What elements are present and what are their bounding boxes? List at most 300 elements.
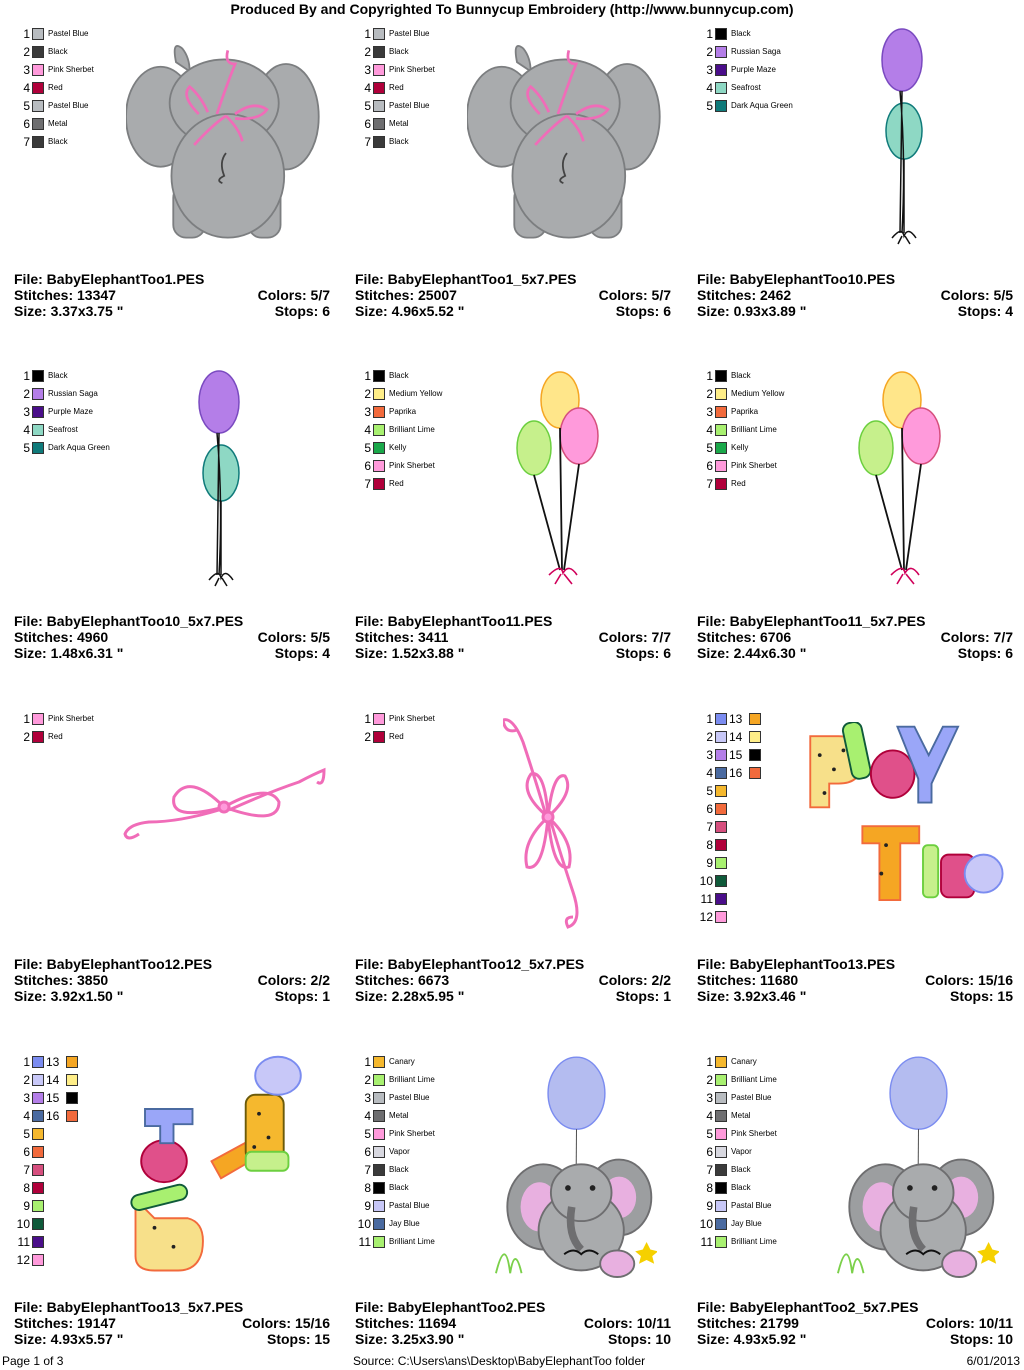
thread-name: Pink Sherbet xyxy=(731,461,777,470)
legend-number: 4 xyxy=(706,81,713,95)
legend-number: 3 xyxy=(706,748,713,762)
size-row xyxy=(697,303,1013,319)
color-swatch xyxy=(715,1056,727,1068)
color-swatch xyxy=(373,1182,385,1194)
color-swatch xyxy=(373,731,385,743)
design-preview xyxy=(189,369,249,591)
stop-count: Stops: 10 xyxy=(949,1331,1013,1347)
legend-row xyxy=(700,892,805,910)
stitches-row xyxy=(355,972,671,988)
size-row xyxy=(14,988,330,1004)
legend-number: 7 xyxy=(23,1163,30,1177)
color-swatch xyxy=(715,478,727,490)
legend-number: 9 xyxy=(706,1199,713,1213)
design-size: Size: 3.25x3.90 " xyxy=(355,1331,465,1347)
design-card xyxy=(355,1055,685,1355)
color-swatch xyxy=(373,100,385,112)
stitch-count: Stitches: 6706 xyxy=(697,629,792,645)
file-name: File: BabyElephantToo12_5x7.PES xyxy=(355,956,585,972)
color-swatch xyxy=(715,82,727,94)
thread-name: Pastel Blue xyxy=(731,1093,772,1102)
file-name: File: BabyElephantToo11.PES xyxy=(355,613,553,629)
color-swatch xyxy=(32,1128,44,1140)
size-row xyxy=(355,988,671,1004)
legend-number: 15 xyxy=(729,748,743,762)
color-swatch xyxy=(32,82,44,94)
color-swatch xyxy=(373,1164,385,1176)
thread-name: Brilliant Lime xyxy=(389,1237,435,1246)
legend-number: 5 xyxy=(23,441,30,455)
color-swatch xyxy=(715,731,727,743)
legend-number: 7 xyxy=(364,477,371,491)
thread-name: Metal xyxy=(389,119,409,128)
color-swatch xyxy=(715,406,727,418)
color-swatch xyxy=(32,1056,44,1068)
thread-name: Jay Blue xyxy=(731,1219,762,1228)
design-info xyxy=(14,271,330,319)
legend-number: 14 xyxy=(729,730,743,744)
color-swatch xyxy=(32,1254,44,1266)
legend-number: 3 xyxy=(364,63,371,77)
legend-row xyxy=(706,748,805,766)
thread-name: Jay Blue xyxy=(389,1219,420,1228)
thread-name: Black xyxy=(731,371,751,380)
file-row xyxy=(355,613,671,629)
design-info xyxy=(697,1299,1013,1347)
legend-number: 7 xyxy=(23,135,30,149)
color-legend xyxy=(699,712,805,928)
color-swatch xyxy=(373,1110,385,1122)
legend-number: 3 xyxy=(23,63,30,77)
stop-count: Stops: 6 xyxy=(615,303,671,319)
size-row xyxy=(14,645,330,661)
legend-number: 1 xyxy=(364,27,371,41)
stitch-count: Stitches: 6673 xyxy=(355,972,450,988)
design-card xyxy=(697,369,1024,669)
legend-row xyxy=(23,1181,122,1199)
color-swatch xyxy=(32,713,44,725)
color-swatch xyxy=(32,1218,44,1230)
stitches-row xyxy=(14,1315,330,1331)
design-card xyxy=(697,27,1024,327)
color-swatch xyxy=(715,857,727,869)
size-row xyxy=(355,1331,671,1347)
legend-number: 7 xyxy=(706,820,713,834)
legend-row xyxy=(699,910,805,928)
color-swatch xyxy=(715,713,727,725)
legend-number: 1 xyxy=(23,27,30,41)
thread-name: Pastel Blue xyxy=(48,29,89,38)
stop-count: Stops: 15 xyxy=(949,988,1013,1004)
legend-number: 5 xyxy=(23,99,30,113)
color-swatch xyxy=(715,424,727,436)
file-row xyxy=(14,956,330,972)
thread-name: Black xyxy=(731,1183,751,1192)
stitch-count: Stitches: 2462 xyxy=(697,287,792,303)
legend-number: 15 xyxy=(46,1091,60,1105)
thread-name: Black xyxy=(48,371,68,380)
legend-number: 5 xyxy=(23,1127,30,1141)
legend-number: 1 xyxy=(706,27,713,41)
legend-number: 2 xyxy=(23,387,30,401)
thread-name: Canary xyxy=(389,1057,415,1066)
color-swatch xyxy=(373,406,385,418)
design-card xyxy=(697,1055,1024,1355)
stitch-count: Stitches: 25007 xyxy=(355,287,457,303)
thread-name: Black xyxy=(731,1165,751,1174)
color-swatch xyxy=(749,749,761,761)
color-count: Colors: 10/11 xyxy=(583,1315,671,1331)
legend-number: 2 xyxy=(364,387,371,401)
size-row xyxy=(697,988,1013,1004)
legend-row xyxy=(706,730,805,748)
thread-name: Purple Maze xyxy=(731,65,776,74)
thread-name: Pastel Blue xyxy=(389,101,430,110)
print-date: 6/01/2013 xyxy=(966,1354,1020,1368)
thread-name: Kelly xyxy=(389,443,407,452)
legend-row xyxy=(23,1091,122,1109)
color-swatch xyxy=(715,749,727,761)
legend-number: 1 xyxy=(23,369,30,383)
design-info xyxy=(697,956,1013,1004)
legend-number: 4 xyxy=(706,766,713,780)
stop-count: Stops: 6 xyxy=(957,645,1013,661)
legend-number: 5 xyxy=(706,784,713,798)
legend-row xyxy=(17,1235,122,1253)
color-swatch xyxy=(715,370,727,382)
source-path: Source: C:\Users\ans\Desktop\BabyElephantToo folder xyxy=(353,1354,646,1368)
legend-number: 4 xyxy=(706,423,713,437)
design-preview xyxy=(126,35,326,253)
color-swatch xyxy=(373,1074,385,1086)
design-size: Size: 4.93x5.57 " xyxy=(14,1331,124,1347)
design-size: Size: 2.44x6.30 " xyxy=(697,645,807,661)
thread-name: Brilliant Lime xyxy=(731,1237,777,1246)
color-swatch xyxy=(373,46,385,58)
thread-name: Brilliant Lime xyxy=(389,425,435,434)
color-swatch xyxy=(32,1200,44,1212)
thread-name: Vapor xyxy=(389,1147,410,1156)
color-count: Colors: 5/7 xyxy=(257,287,330,303)
legend-row xyxy=(23,1145,122,1163)
design-preview xyxy=(126,1055,316,1277)
legend-row xyxy=(23,1109,122,1127)
legend-number: 3 xyxy=(706,63,713,77)
thread-name: Paprika xyxy=(389,407,417,416)
file-name: File: BabyElephantToo10.PES xyxy=(697,271,896,287)
color-swatch xyxy=(373,1128,385,1140)
thread-name: Seafrost xyxy=(48,425,78,434)
file-name: File: BabyElephantToo11_5x7.PES xyxy=(697,613,926,629)
thread-name: Brilliant Lime xyxy=(731,1075,777,1084)
thread-name: Paprika xyxy=(731,407,759,416)
color-swatch xyxy=(373,1218,385,1230)
thread-name: Red xyxy=(48,732,63,741)
design-preview xyxy=(467,35,667,253)
color-swatch xyxy=(715,442,727,454)
design-card xyxy=(697,712,1024,1012)
file-row xyxy=(697,956,1013,972)
color-swatch xyxy=(32,46,44,58)
legend-number: 4 xyxy=(364,1109,371,1123)
design-info xyxy=(697,613,1013,661)
thread-name: Pastel Blue xyxy=(389,1093,430,1102)
stitches-row xyxy=(697,972,1013,988)
color-swatch xyxy=(715,893,727,905)
legend-number: 5 xyxy=(364,1127,371,1141)
stitches-row xyxy=(355,1315,671,1331)
stitch-count: Stitches: 4960 xyxy=(14,629,109,645)
legend-number: 3 xyxy=(706,1091,713,1105)
color-swatch xyxy=(715,767,727,779)
legend-number: 2 xyxy=(364,1073,371,1087)
legend-number: 4 xyxy=(364,81,371,95)
file-name: File: BabyElephantToo2.PES xyxy=(355,1299,546,1315)
color-swatch xyxy=(715,100,727,112)
size-row xyxy=(355,645,671,661)
legend-number: 5 xyxy=(706,1127,713,1141)
color-swatch xyxy=(32,28,44,40)
design-size: Size: 3.37x3.75 " xyxy=(14,303,124,319)
legend-number: 4 xyxy=(23,423,30,437)
color-swatch xyxy=(32,136,44,148)
color-swatch xyxy=(715,1110,727,1122)
color-swatch xyxy=(749,731,761,743)
stop-count: Stops: 15 xyxy=(266,1331,330,1347)
file-name: File: BabyElephantToo2_5x7.PES xyxy=(697,1299,919,1315)
legend-number: 10 xyxy=(699,874,713,888)
legend-number: 3 xyxy=(364,1091,371,1105)
design-size: Size: 4.93x5.92 " xyxy=(697,1331,807,1347)
legend-number: 1 xyxy=(23,1055,30,1069)
design-card xyxy=(14,27,344,327)
design-info xyxy=(355,613,671,661)
legend-number: 8 xyxy=(706,838,713,852)
design-size: Size: 1.48x6.31 " xyxy=(14,645,124,661)
stitches-row xyxy=(697,287,1013,303)
color-swatch xyxy=(373,478,385,490)
thread-name: Medium Yellow xyxy=(731,389,785,398)
thread-name: Pink Sherbet xyxy=(48,714,94,723)
file-row xyxy=(697,271,1013,287)
file-row xyxy=(14,613,330,629)
size-row xyxy=(697,645,1013,661)
color-swatch xyxy=(715,1146,727,1158)
color-swatch xyxy=(715,911,727,923)
color-swatch xyxy=(749,713,761,725)
thread-name: Medium Yellow xyxy=(389,389,443,398)
size-row xyxy=(355,303,671,319)
thread-name: Russian Saga xyxy=(48,389,98,398)
legend-number: 1 xyxy=(364,1055,371,1069)
legend-number: 8 xyxy=(23,1181,30,1195)
legend-row xyxy=(23,1199,122,1217)
size-row xyxy=(14,1331,330,1347)
thread-name: Red xyxy=(389,479,404,488)
design-size: Size: 4.96x5.52 " xyxy=(355,303,465,319)
file-row xyxy=(14,1299,330,1315)
file-name: File: BabyElephantToo1_5x7.PES xyxy=(355,271,577,287)
legend-number: 6 xyxy=(706,459,713,473)
design-info xyxy=(355,1299,671,1347)
design-preview xyxy=(857,369,947,591)
thread-name: Pink Sherbet xyxy=(389,461,435,470)
stop-count: Stops: 1 xyxy=(274,988,330,1004)
legend-number: 9 xyxy=(364,1199,371,1213)
color-count: Colors: 10/11 xyxy=(925,1315,1013,1331)
stitches-row xyxy=(697,1315,1013,1331)
legend-number: 9 xyxy=(23,1199,30,1213)
stitches-row xyxy=(355,287,671,303)
color-swatch xyxy=(373,460,385,472)
legend-number: 4 xyxy=(706,1109,713,1123)
legend-row xyxy=(706,802,805,820)
color-swatch xyxy=(32,731,44,743)
stitch-count: Stitches: 3411 xyxy=(355,629,449,645)
thread-name: Dark Aqua Green xyxy=(731,101,793,110)
color-swatch xyxy=(715,785,727,797)
legend-number: 4 xyxy=(364,423,371,437)
design-card xyxy=(14,712,344,1012)
thread-name: Pastal Blue xyxy=(389,1201,430,1210)
thread-name: Pink Sherbet xyxy=(48,65,94,74)
color-count: Colors: 7/7 xyxy=(940,629,1013,645)
color-swatch xyxy=(715,1200,727,1212)
color-swatch xyxy=(32,1074,44,1086)
legend-row xyxy=(706,856,805,874)
color-swatch xyxy=(715,875,727,887)
legend-number: 7 xyxy=(364,1163,371,1177)
design-preview xyxy=(119,762,329,852)
file-row xyxy=(355,956,671,972)
stop-count: Stops: 6 xyxy=(274,303,330,319)
design-size: Size: 3.92x1.50 " xyxy=(14,988,124,1004)
thread-name: Black xyxy=(48,47,68,56)
legend-row xyxy=(706,784,805,802)
thread-name: Metal xyxy=(731,1111,751,1120)
color-swatch xyxy=(66,1056,78,1068)
color-swatch xyxy=(373,136,385,148)
legend-number: 7 xyxy=(706,477,713,491)
design-info xyxy=(14,613,330,661)
design-card xyxy=(14,369,344,669)
legend-row xyxy=(16,1253,122,1271)
legend-number: 6 xyxy=(364,1145,371,1159)
thread-name: Black xyxy=(389,1183,409,1192)
legend-number: 9 xyxy=(706,856,713,870)
legend-number: 1 xyxy=(706,712,713,726)
stop-count: Stops: 4 xyxy=(957,303,1013,319)
thread-name: Black xyxy=(731,29,751,38)
color-swatch xyxy=(715,803,727,815)
color-swatch xyxy=(715,1128,727,1140)
design-size: Size: 1.52x3.88 " xyxy=(355,645,465,661)
legend-number: 10 xyxy=(357,1217,371,1231)
legend-row xyxy=(23,730,232,748)
design-preview xyxy=(503,712,593,932)
color-swatch xyxy=(373,1056,385,1068)
stitch-count: Stitches: 19147 xyxy=(14,1315,116,1331)
thread-name: Pastel Blue xyxy=(48,101,89,110)
legend-number: 12 xyxy=(699,910,713,924)
legend-number: 5 xyxy=(706,441,713,455)
thread-name: Red xyxy=(389,732,404,741)
color-swatch xyxy=(66,1110,78,1122)
stitches-row xyxy=(14,972,330,988)
design-info xyxy=(14,956,330,1004)
color-swatch xyxy=(715,64,727,76)
color-swatch xyxy=(715,1074,727,1086)
color-swatch xyxy=(373,1092,385,1104)
legend-number: 10 xyxy=(16,1217,30,1231)
design-size: Size: 2.28x5.95 " xyxy=(355,988,465,1004)
size-row xyxy=(14,303,330,319)
legend-number: 2 xyxy=(23,45,30,59)
legend-number: 2 xyxy=(364,45,371,59)
stitches-row xyxy=(697,629,1013,645)
legend-number: 3 xyxy=(364,405,371,419)
stitch-count: Stitches: 11694 xyxy=(355,1315,457,1331)
thread-name: Pink Sherbet xyxy=(389,1129,435,1138)
color-swatch xyxy=(373,388,385,400)
color-swatch xyxy=(373,1236,385,1248)
thread-name: Black xyxy=(389,47,409,56)
thread-name: Metal xyxy=(48,119,68,128)
thread-name: Black xyxy=(48,137,68,146)
stitch-count: Stitches: 11680 xyxy=(697,972,799,988)
legend-number: 7 xyxy=(706,1163,713,1177)
color-swatch xyxy=(32,370,44,382)
design-info xyxy=(355,271,671,319)
color-swatch xyxy=(373,713,385,725)
legend-number: 16 xyxy=(729,766,743,780)
legend-number: 2 xyxy=(23,1073,30,1087)
size-row xyxy=(697,1331,1013,1347)
thread-name: Brilliant Lime xyxy=(389,1075,435,1084)
legend-number: 11 xyxy=(700,892,713,906)
legend-number: 13 xyxy=(729,712,743,726)
legend-number: 2 xyxy=(364,730,371,744)
thread-name: Pink Sherbet xyxy=(731,1129,777,1138)
legend-number: 11 xyxy=(17,1235,30,1249)
legend-number: 11 xyxy=(700,1235,713,1249)
color-swatch xyxy=(715,839,727,851)
legend-row xyxy=(699,874,805,892)
legend-number: 1 xyxy=(23,712,30,726)
thread-name: Metal xyxy=(389,1111,409,1120)
thread-name: Purple Maze xyxy=(48,407,93,416)
thread-name: Red xyxy=(731,479,746,488)
thread-name: Canary xyxy=(731,1057,757,1066)
file-row xyxy=(697,1299,1013,1315)
color-count: Colors: 2/2 xyxy=(598,972,671,988)
stitches-row xyxy=(14,629,330,645)
legend-number: 6 xyxy=(364,459,371,473)
legend-number: 4 xyxy=(23,1109,30,1123)
legend-number: 1 xyxy=(364,369,371,383)
legend-number: 13 xyxy=(46,1055,60,1069)
legend-row xyxy=(16,1217,122,1235)
design-size: Size: 3.92x3.46 " xyxy=(697,988,807,1004)
thread-name: Black xyxy=(389,371,409,380)
design-preview xyxy=(819,1055,999,1283)
legend-number: 2 xyxy=(706,1073,713,1087)
color-count: Colors: 15/16 xyxy=(242,1315,330,1331)
thread-name: Seafrost xyxy=(731,83,761,92)
legend-number: 8 xyxy=(364,1181,371,1195)
stitch-count: Stitches: 3850 xyxy=(14,972,109,988)
thread-name: Pastal Blue xyxy=(731,1201,772,1210)
